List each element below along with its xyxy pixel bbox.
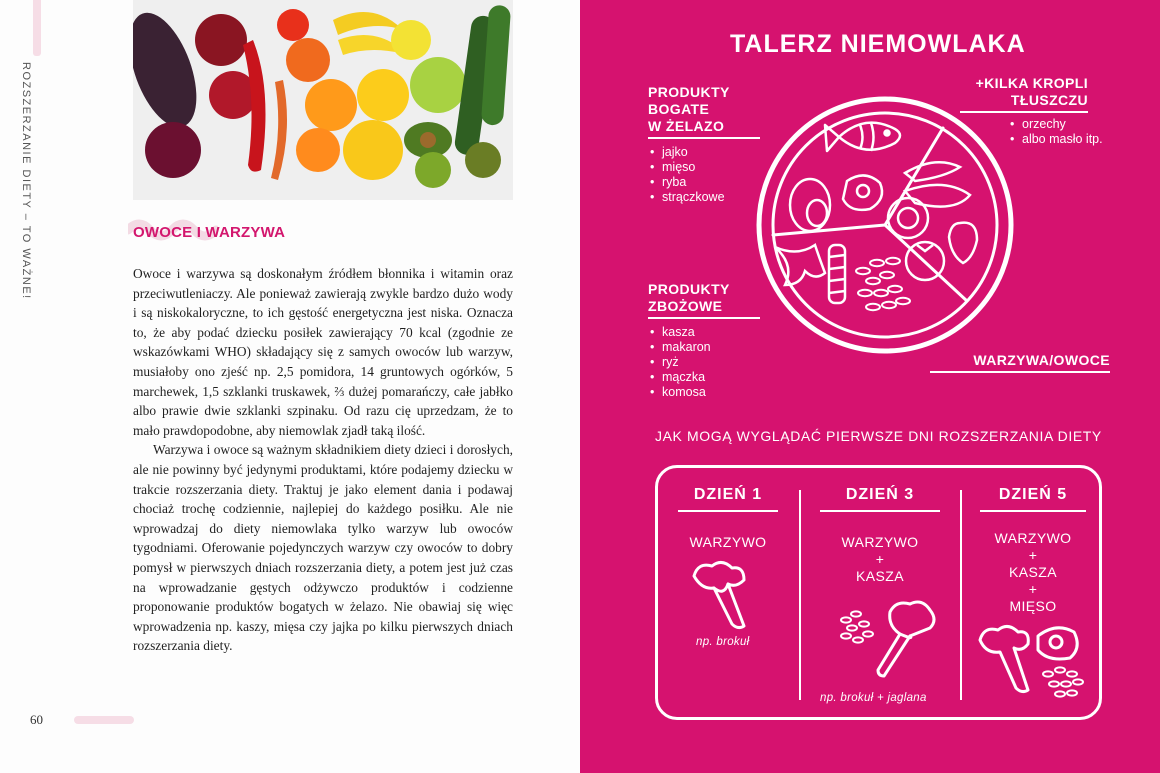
day-item: WARZYWO <box>841 534 919 550</box>
day-item: + <box>1028 581 1038 597</box>
day-title: DZIEŃ 1 <box>693 486 763 503</box>
first-days-table <box>655 465 1102 720</box>
right-page <box>580 0 1160 773</box>
broccoli-meat-grain-icon <box>976 618 1098 700</box>
day-underline <box>678 510 778 512</box>
list-item: • ryż <box>648 355 760 370</box>
plate-title: TALERZ NIEMOWLAKA <box>730 30 1026 58</box>
iron-products-label: PRODUKTY BOGATE W ŻELAZO • jajko • mięso • ryba • strączkowe <box>648 84 760 205</box>
produce-image-icon <box>133 0 513 200</box>
fat-label: +KILKA KROPLI TŁUSZCZU • orzechy • albo masło itp. <box>960 75 1120 147</box>
baby-plate-illustration <box>755 95 1015 355</box>
page-number: 60 <box>30 712 43 727</box>
egg-icon <box>790 179 830 231</box>
list-item: • orzechy <box>1008 117 1120 132</box>
fish-icon <box>825 123 900 151</box>
strawberry-icon <box>949 223 977 263</box>
running-header: ROZSZERZANIE DIETY – TO WAŻNE! <box>20 62 32 300</box>
list-item: • komosa <box>648 385 760 400</box>
day-underline <box>820 510 940 512</box>
day-item: MIĘSO <box>1009 598 1057 614</box>
list-item: • albo masło itp. <box>1008 132 1120 147</box>
section-heading: OWOCE I WARZYWA <box>133 224 286 241</box>
list-item: • kasza <box>648 325 760 340</box>
list-item: • jajko <box>648 145 760 160</box>
vegetables-fruits-label: WARZYWA/OWOCE <box>930 352 1110 373</box>
list-item: • strączkowe <box>648 190 760 205</box>
day-item: + <box>875 551 885 567</box>
list-item: • mączka <box>648 370 760 385</box>
label-underline <box>648 317 760 319</box>
iron-products-list <box>648 145 760 205</box>
paragraph: Owoce i warzywa są doskonałym źródłem błonnika i witamin oraz przeciwutleniaczy. Ale ponieważ zawierają zwykle bardzo dużo wody i są niskokaloryczne, to ich gęstość energetyczna jest niska. Oznacza to, że aby podać dziecku posiłek zawierający 70 kcal (zgodnie ze wskazówkami WHO) składający się z samych owoców lub warzyw, musiałoby ono zjeść np. 2,5 pomidora, 14 gruntowych ogórków, 5 marchewek, 1,5 szklanki truskawek, ⅔ dużej pomarańczy, całe jabłko albo prawie dwie szklanki szpinaku. Od razu cię uprzedzam, że to mało prawdopodobne, aby niemowlak zjadł taką ilość. <box>133 266 513 438</box>
fat-list <box>1008 117 1120 147</box>
day-example: np. brokuł + jaglana <box>820 692 927 704</box>
grain-products-list <box>648 325 760 400</box>
broccoli-icon <box>684 556 764 636</box>
day-item: + <box>1028 547 1038 563</box>
label-underline <box>648 137 760 139</box>
paragraph: Warzywa i owoce są ważnym składnikiem diety dzieci i dorosłych, ale nie powinny być jedynymi produktami, które podajemy dziecku w trakcie rozszerzania diety. Traktuj je jako element dania i podawaj chociaż trochę codziennie, najlepiej do każdego posiłku. Ale nie wprowadzaj do diety niemowlaka tylko warzyw lub owoców tygodniami. Oferowanie pojedynczych warzyw czy owoców to dobry pomysł w pierwszych dniach rozszerzania diety, a potem jest już czas na wprowadzanie gęstych odżywczo produktów i codzienne proponowanie produktów bogatych w żelazo. Nie obawiaj się więc wprowadzenia np. kaszy, mięsa czy jajka po kilku pierwszych dniach rozszerzania diety. <box>133 442 513 654</box>
day-example: np. brokuł <box>696 636 750 648</box>
tomato-slice-icon <box>888 198 928 238</box>
days-subtitle: JAK MOGĄ WYGLĄDAĆ PIERWSZE DNI ROZSZERZANIA DIETY <box>655 428 1102 444</box>
day-item: KASZA <box>1009 564 1057 580</box>
spine-decoration <box>33 0 41 56</box>
article-body <box>133 264 513 656</box>
list-item: • makaron <box>648 340 760 355</box>
day-item: WARZYWO <box>994 530 1072 546</box>
column-separator <box>799 490 801 700</box>
day-title: DZIEŃ 5 <box>998 486 1068 503</box>
day-title: DZIEŃ 3 <box>845 486 915 503</box>
day-underline <box>980 510 1086 512</box>
list-item: • ryba <box>648 175 760 190</box>
column-separator <box>960 490 962 700</box>
fruit-vegetable-photo <box>133 0 513 200</box>
grain-icon <box>856 258 910 310</box>
footer-decoration <box>74 716 134 724</box>
list-item: • mięso <box>648 160 760 175</box>
day-item: KASZA <box>856 568 904 584</box>
grain-products-label: PRODUKTY ZBOŻOWE • kasza • makaron • ryż • mączka • komosa <box>648 281 760 400</box>
label-underline <box>930 371 1110 373</box>
broccoli-grain-icon <box>838 596 938 682</box>
steak-icon <box>843 175 882 209</box>
day-item: WARZYWO <box>689 534 767 550</box>
